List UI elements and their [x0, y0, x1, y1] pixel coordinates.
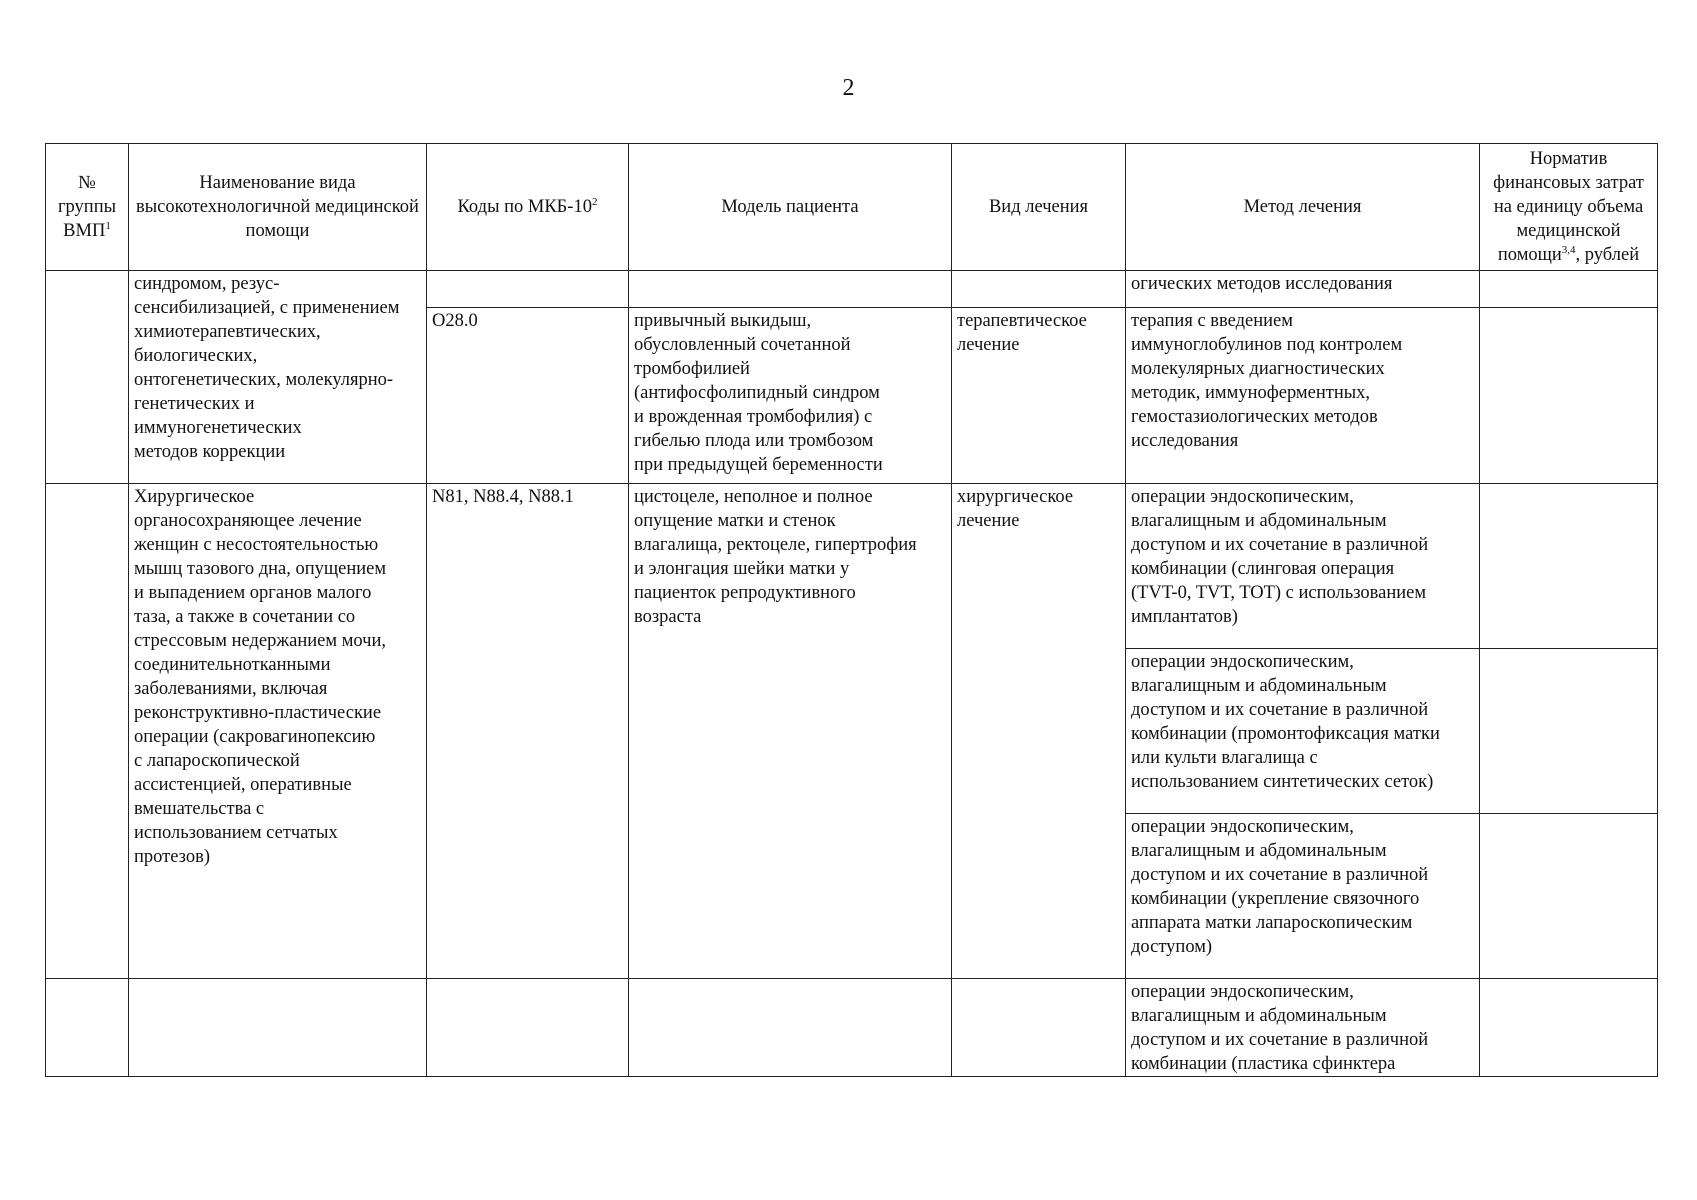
cell-icd-codes — [427, 979, 629, 1077]
header-treatment-type: Вид лечения — [952, 144, 1126, 271]
cell-treatment-type — [952, 271, 1126, 308]
table-row — [46, 271, 1658, 308]
header-vmp-name: Наименование вида высокотехнологичной медицинской помощи — [129, 144, 427, 271]
cell-group-number — [46, 484, 129, 979]
cell-treatment-type — [952, 979, 1126, 1077]
cell-patient-model: привычный выкидыш, обусловленный сочетанной тромбофилией (антифосфолипидный синдром и врожденная тромбофилия) с гибелью плода или тромбозом при предыдущей беременности — [629, 308, 952, 484]
cell-cost-standard — [1480, 979, 1658, 1077]
cell-cost-standard — [1480, 649, 1658, 814]
table-row — [46, 979, 1658, 1077]
cell-vmp-name — [129, 979, 427, 1077]
cell-group-number — [46, 979, 129, 1077]
cell-treatment-method: операции эндоскопическим, влагалищным и абдоминальным доступом и их сочетание в различной комбинации (пластика сфинктера — [1126, 979, 1480, 1077]
cell-cost-standard — [1480, 484, 1658, 649]
cell-treatment-method: терапия с введением иммуноглобулинов под контролем молекулярных диагностических методик, иммуноферментных, гемостазиологических методов исследования — [1126, 308, 1480, 484]
cell-treatment-method: операции эндоскопическим, влагалищным и абдоминальным доступом и их сочетание в различной комбинации (слинговая операция (TVT-0, TVT, TOT) с использованием имплантатов) — [1126, 484, 1480, 649]
page-number: 2 — [842, 75, 855, 101]
cell-icd-codes — [427, 271, 629, 308]
vmp-table — [45, 143, 1658, 1077]
cell-vmp-name: синдромом, резус- сенсибилизацией, с применением химиотерапевтических, биологических, онтогенетических, молекулярно- генетических и иммуногенетических методов коррекции — [129, 271, 427, 484]
cell-treatment-method: операции эндоскопическим, влагалищным и абдоминальным доступом и их сочетание в различной комбинации (укрепление связочного аппарата матки лапароскопическим доступом) — [1126, 814, 1480, 979]
table-row — [46, 484, 1658, 649]
header-cost-standard: Норматив финансовых затрат на единицу объема медицинской помощи$^{3,4}$, рублей — [1480, 144, 1658, 271]
cell-treatment-type: терапевтическое лечение — [952, 308, 1126, 484]
cell-icd-codes: N81, N88.4, N88.1 — [427, 484, 629, 979]
cell-cost-standard — [1480, 271, 1658, 308]
cell-icd-codes: O28.0 — [427, 308, 629, 484]
cell-cost-standard — [1480, 814, 1658, 979]
cell-patient-model — [629, 271, 952, 308]
header-icd-codes: Коды по МКБ-$10^2$ — [427, 144, 629, 271]
cell-cost-standard — [1480, 308, 1658, 484]
cell-treatment-method: операции эндоскопическим, влагалищным и абдоминальным доступом и их сочетание в различной комбинации (промонтофиксация матки или культи влагалища с использованием синтетических сеток) — [1126, 649, 1480, 814]
cell-patient-model — [629, 979, 952, 1077]
header-group-number: № группы ВМП$^1$ — [46, 144, 129, 271]
cell-vmp-name: Хирургическое органосохраняющее лечение женщин с несостоятельностью мышц тазового дна, опущением и выпадением органов малого таза, а также в сочетании со стрессовым недержанием мочи, соединительнотканными заболеваниями, включая реконструктивно-пластические операции (сакровагинопексию с лапароскопической ассистенцией, оперативные вмешательства с использованием сетчатых протезов) — [129, 484, 427, 979]
cell-group-number — [46, 271, 129, 484]
header-patient-model: Модель пациента — [629, 144, 952, 271]
cell-treatment-method: огических методов исследования — [1126, 271, 1480, 308]
header-treatment-method: Метод лечения — [1126, 144, 1480, 271]
cell-patient-model: цистоцеле, неполное и полное опущение матки и стенок влагалища, ректоцеле, гипертрофия и элонгация шейки матки у пациенток репродуктивного возраста — [629, 484, 952, 979]
table-header-row — [46, 144, 1658, 271]
cell-treatment-type: хирургическое лечение — [952, 484, 1126, 979]
